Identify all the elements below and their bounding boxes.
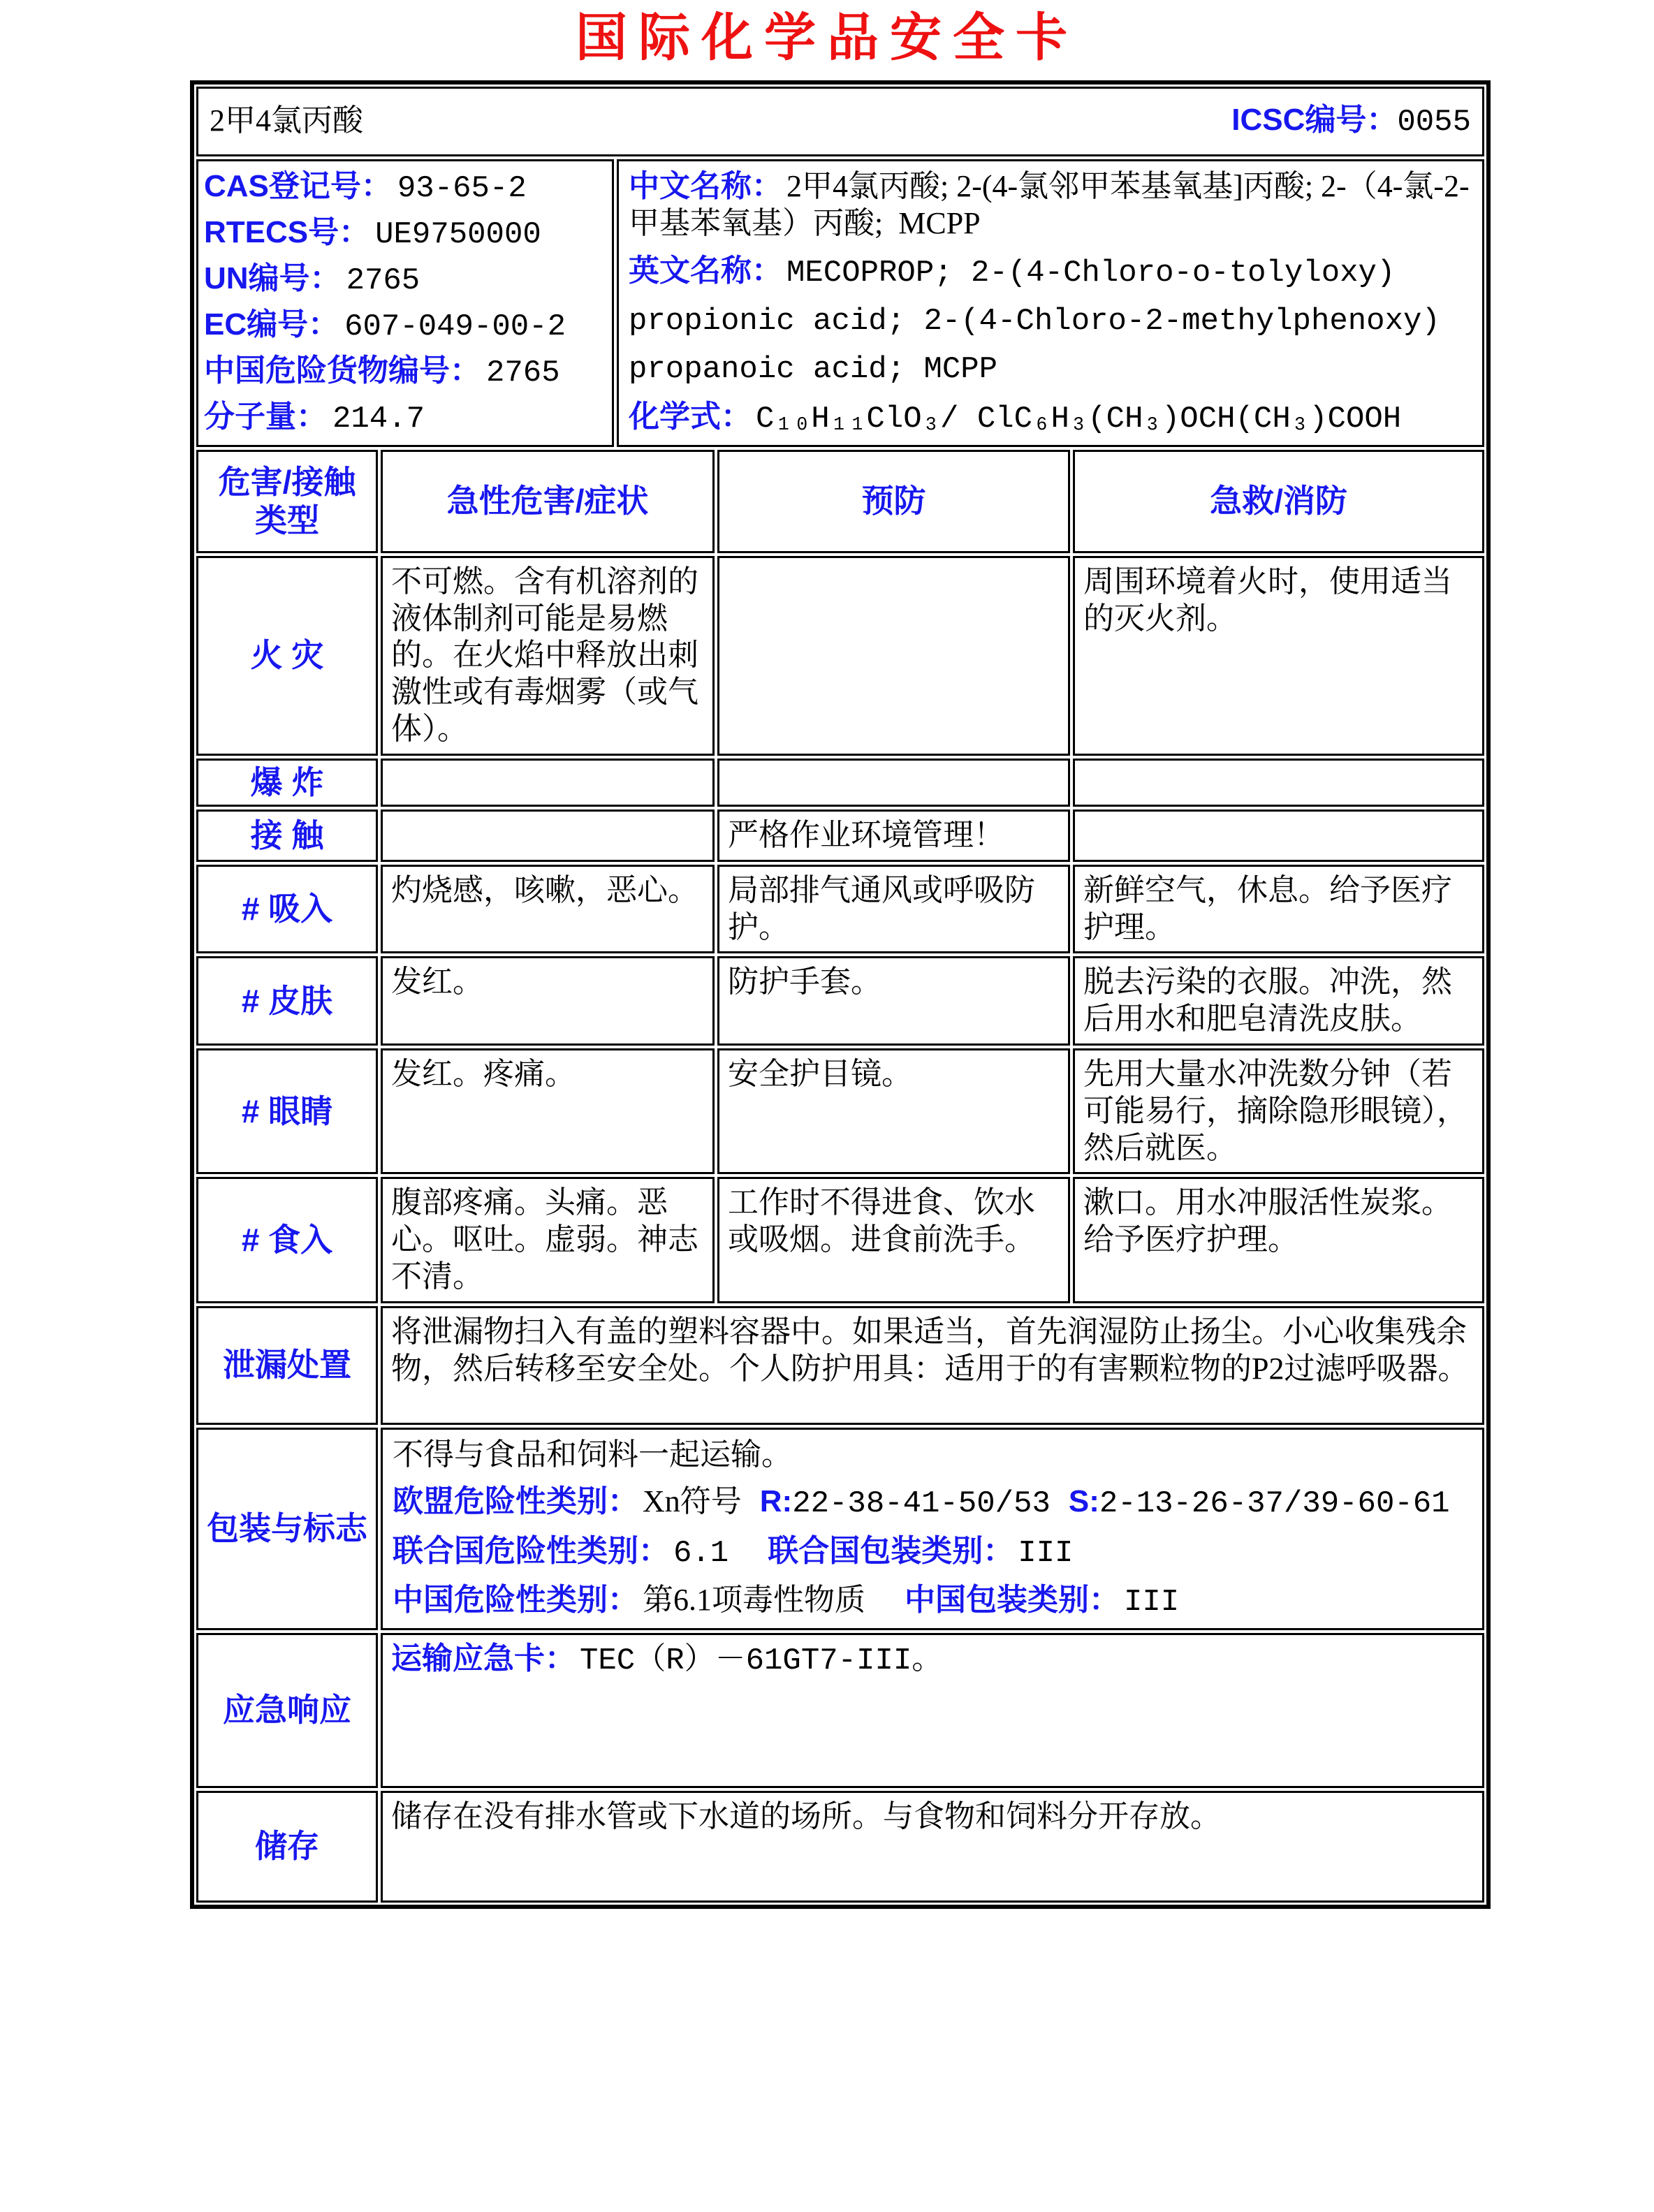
eu-class-label: 欧盟危险性类别： [393, 1484, 638, 1519]
english-name-label: 英文名称： [629, 254, 782, 288]
rtecs-number-label: RTECS号： [204, 214, 370, 249]
china-packing-group-value: III [1124, 1584, 1180, 1620]
china-dg-number-value: 2765 [486, 355, 560, 390]
registry-numbers-cell [196, 159, 614, 447]
explosion-prevention-cell [717, 759, 1070, 807]
identity-row [196, 159, 1484, 447]
english-name-line [629, 248, 1472, 393]
cas-number-value: 93-65-2 [397, 170, 527, 206]
packing-labelling-content [381, 1428, 1484, 1630]
skin-symptoms-cell: 发红。 [381, 956, 715, 1046]
safety-card [190, 80, 1491, 1909]
un-hazard-class-label: 联合国危险性类别： [393, 1533, 669, 1568]
emergency-response-content [381, 1633, 1484, 1788]
ingestion-firstaid-cell: 漱口。用水冲服活性炭浆。给予医疗护理。 [1073, 1177, 1484, 1303]
icsc-number-group [1231, 102, 1471, 141]
china-hazard-class-value: 第6.1项毒性物质 [643, 1582, 865, 1617]
fire-firstaid-cell: 周围环境着火时，使用适当的灭火剂。 [1073, 556, 1484, 756]
packing-labelling-label: 包装与标志 [196, 1428, 378, 1630]
chinese-name-value: 2甲4氯丙酸; 2-(4-氯邻甲苯基氧基]丙酸; 2-（4-氯-2-甲基苯氧基）丙酸; MCPP [629, 168, 1470, 240]
transport-note-line: 不得与食品和饲料一起运输。 [393, 1437, 792, 1472]
un-classification-line [393, 1533, 1472, 1572]
eu-classification-line [393, 1484, 1472, 1523]
skin-firstaid-cell: 脱去污染的衣服。冲洗，然后用水和肥皂清洗皮肤。 [1073, 956, 1484, 1046]
hazard-row-contact [196, 810, 1484, 862]
packing-labelling-row [196, 1428, 1484, 1630]
eyes-type-label: # 眼睛 [196, 1048, 378, 1174]
english-name-value: MECOPROP; 2-(4-Chloro-o-tolyloxy) propionic acid; 2-(4-Chloro-2-methylphenoxy) propanoic acid; MCPP [629, 256, 1440, 388]
hazard-table-header-row [196, 450, 1484, 553]
prevention-header: 预防 [717, 450, 1070, 553]
formula-label: 化学式： [629, 399, 752, 434]
un-number-value: 2765 [346, 263, 420, 298]
spill-disposal-label: 泄漏处置 [196, 1306, 378, 1425]
spill-disposal-row [196, 1306, 1484, 1425]
inhalation-symptoms-cell: 灼烧感，咳嗽，恶心。 [381, 865, 715, 954]
inhalation-firstaid-cell: 新鲜空气，休息。给予医疗护理。 [1073, 865, 1484, 954]
explosion-symptoms-cell [381, 759, 715, 807]
fire-type-label: 火 灾 [196, 556, 378, 756]
eyes-firstaid-cell: 先用大量水冲洗数分钟（若可能易行，摘除隐形眼镜），然后就医。 [1073, 1048, 1484, 1174]
transport-emergency-card-label: 运输应急卡： [391, 1641, 576, 1676]
inhalation-prevention-cell: 局部排气通风或呼吸防护。 [717, 865, 1070, 954]
hazard-row-fire [196, 556, 1484, 756]
fire-prevention-cell [717, 556, 1070, 756]
molecular-weight-value: 214.7 [332, 401, 425, 437]
contact-symptoms-cell [381, 810, 715, 862]
contact-prevention-cell: 严格作业环境管理！ [717, 810, 1070, 862]
cas-number-line [204, 168, 606, 207]
fire-symptoms-cell: 不可燃。含有机溶剂的液体制剂可能是易燃的。在火焰中释放出刺激性或有毒烟雾（或气体）。 [381, 556, 715, 756]
transport-emergency-card-value: TEC（R）－61GT7-III。 [580, 1643, 943, 1678]
china-classification-line [393, 1582, 1472, 1621]
molecular-weight-line [204, 399, 606, 438]
un-packing-group-value: III [1018, 1535, 1074, 1571]
storage-label: 储存 [196, 1791, 378, 1903]
chinese-name-line [629, 168, 1472, 242]
r-phrases-label: R: [759, 1484, 793, 1519]
formula-line [629, 399, 1472, 438]
icsc-number-label: ICSC编号： [1231, 102, 1398, 137]
hazard-type-header: 危害/接触类型 [196, 450, 378, 553]
explosion-firstaid-cell [1073, 759, 1484, 807]
storage-row [196, 1791, 1484, 1903]
ingestion-type-label: # 食入 [196, 1177, 378, 1303]
ingestion-symptoms-cell: 腹部疼痛。头痛。恶心。呕吐。虚弱。神志不清。 [381, 1177, 715, 1303]
inhalation-type-label: # 吸入 [196, 865, 378, 954]
emergency-response-label: 应急响应 [196, 1633, 378, 1788]
china-hazard-class-label: 中国危险性类别： [393, 1582, 638, 1617]
eyes-prevention-cell: 安全护目镜。 [717, 1048, 1070, 1174]
s-phrases-value: 2-13-26-37/39-60-61 [1099, 1486, 1450, 1522]
formula-value: C₁₀H₁₁ClO₃/ ClC₆H₃(CH₃)OCH(CH₃)COOH [756, 401, 1402, 437]
spill-disposal-text: 将泄漏物扫入有盖的塑料容器中。如果适当，首先润湿防止扬尘。小心收集残余物，然后转移至安全处。个人防护用具：适用于的有害颗粒物的P2过滤呼吸器。 [381, 1306, 1484, 1425]
hazard-row-skin [196, 956, 1484, 1046]
page-title: 国际化学品安全卡 [576, 8, 1078, 66]
contact-firstaid-cell [1073, 810, 1484, 862]
substance-header-cell [196, 87, 1484, 156]
un-number-label: UN编号： [204, 261, 341, 295]
molecular-weight-label: 分子量： [204, 399, 327, 434]
skin-type-label: # 皮肤 [196, 956, 378, 1046]
hazard-row-explosion [196, 759, 1484, 807]
china-dg-number-label: 中国危险货物编号： [204, 353, 481, 388]
un-number-line [204, 261, 606, 300]
hazard-row-eyes [196, 1048, 1484, 1174]
rtecs-number-line [204, 214, 606, 254]
chinese-name-label: 中文名称： [629, 168, 782, 203]
hazard-row-ingestion [196, 1177, 1484, 1303]
eyes-symptoms-cell: 发红。疼痛。 [381, 1048, 715, 1174]
ingestion-prevention-cell: 工作时不得进食、饮水或吸烟。进食前洗手。 [717, 1177, 1070, 1303]
acute-hazards-header: 急性危害/症状 [381, 450, 715, 553]
eu-class-symbol: Xn符号 [643, 1484, 742, 1519]
cas-number-label: CAS登记号： [204, 168, 392, 203]
skin-prevention-cell: 防护手套。 [717, 956, 1070, 1046]
china-dg-number-line [204, 353, 606, 392]
ec-number-line [204, 307, 606, 346]
un-hazard-class-value: 6.1 [673, 1535, 729, 1571]
substance-name: 2甲4氯丙酸 [210, 103, 363, 138]
substance-header-row [196, 87, 1484, 156]
storage-text: 储存在没有排水管或下水道的场所。与食物和饲料分开存放。 [381, 1791, 1484, 1903]
chemical-names-cell [617, 159, 1484, 447]
rtecs-number-value: UE9750000 [375, 217, 541, 252]
hazard-row-inhalation [196, 865, 1484, 954]
un-packing-group-label: 联合国包装类别： [768, 1533, 1014, 1568]
s-phrases-label: S: [1068, 1484, 1099, 1519]
page [0, 7, 1654, 1909]
ec-number-label: EC编号： [204, 307, 339, 342]
explosion-type-label: 爆 炸 [196, 759, 378, 807]
emergency-response-row [196, 1633, 1484, 1788]
r-phrases-value: 22-38-41-50/53 [792, 1486, 1051, 1522]
firstaid-firefighting-header: 急救/消防 [1073, 450, 1484, 553]
contact-type-label: 接 触 [196, 810, 378, 862]
china-packing-group-label: 中国包装类别： [905, 1582, 1120, 1617]
ec-number-value: 607-049-00-2 [344, 309, 566, 344]
icsc-number-value: 0055 [1397, 104, 1471, 140]
